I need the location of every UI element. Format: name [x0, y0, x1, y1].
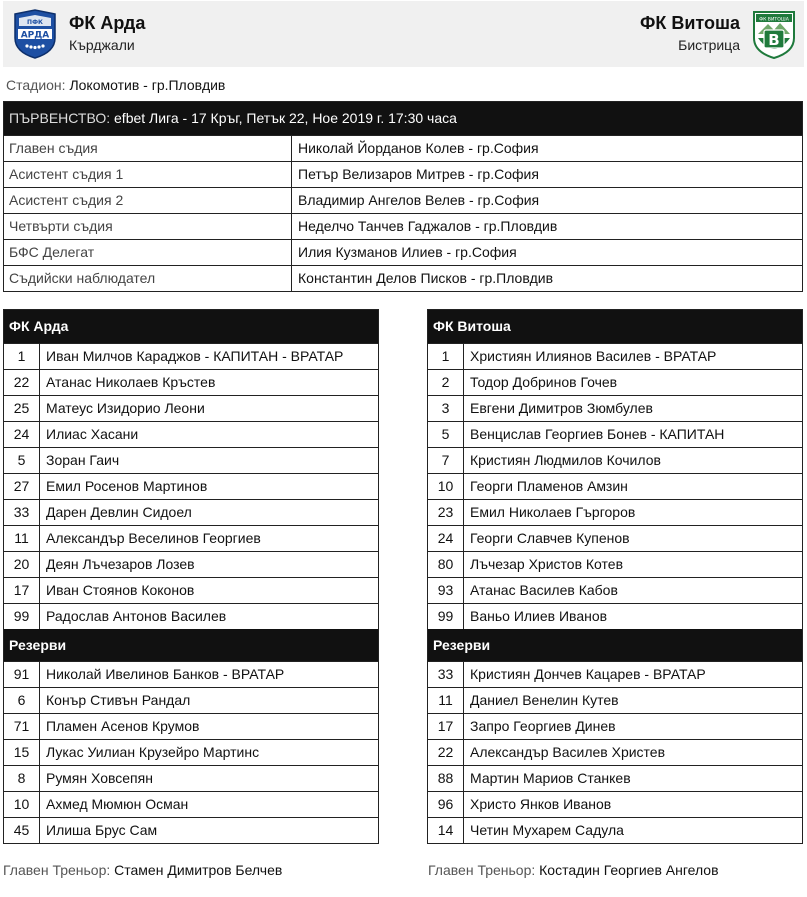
player-name[interactable]: Матеус Изидорио Леони	[46, 400, 205, 416]
player-row	[428, 343, 802, 369]
player-row	[428, 687, 802, 713]
player-row	[428, 421, 802, 447]
crest-top-text: ПФК	[27, 19, 43, 26]
player-number: 3	[428, 396, 464, 421]
home-team-city: Кърджали	[69, 37, 135, 53]
player-number: 11	[4, 526, 40, 551]
player-row	[428, 577, 802, 603]
player-number: 45	[4, 818, 40, 843]
stadium-value: Локомотив - гр.Пловдив	[69, 77, 226, 93]
crest-text: ФК ВИТОША	[759, 17, 789, 23]
player-row	[4, 817, 378, 843]
vitosha-crest-icon[interactable]	[750, 8, 798, 60]
player-name[interactable]: Христо Янков Иванов	[470, 796, 612, 812]
official-role: Асистент съдия 1	[4, 162, 292, 187]
player-name[interactable]: Мартин Мариов Станкев	[470, 770, 631, 786]
player-row	[4, 713, 378, 739]
player-number: 7	[428, 448, 464, 473]
player-row	[4, 661, 378, 687]
official-name: Владимир Ангелов Велев - гр.София	[298, 192, 540, 208]
player-row	[4, 525, 378, 551]
player-number: 10	[4, 792, 40, 817]
match-info-header	[4, 102, 802, 135]
player-row	[428, 739, 802, 765]
player-name[interactable]: Георги Пламенов Амзин	[470, 478, 628, 494]
player-name[interactable]: Кристиян Дончев Кацарев - ВРАТАР	[470, 666, 706, 682]
player-name[interactable]: Дарен Девлин Сидоел	[46, 504, 192, 520]
player-number: 96	[428, 792, 464, 817]
player-row	[4, 395, 378, 421]
player-number: 22	[4, 370, 40, 395]
player-name[interactable]: Лукас Уилиан Крузейро Мартинс	[46, 744, 260, 760]
player-number: 99	[4, 604, 40, 629]
player-name[interactable]: Атанас Василев Кабов	[470, 582, 618, 598]
player-number: 71	[4, 714, 40, 739]
player-name[interactable]: Иван Милчов Караджов - КАПИТАН - ВРАТАР	[46, 348, 344, 364]
player-number: 93	[428, 578, 464, 603]
player-number: 22	[428, 740, 464, 765]
player-name[interactable]: Илиша Брус Сам	[46, 822, 158, 838]
player-row	[428, 473, 802, 499]
coach-name[interactable]: Костадин Георгиев Ангелов	[539, 862, 719, 878]
subs-title: Резерви	[428, 629, 802, 661]
player-number: 80	[428, 552, 464, 577]
player-name[interactable]: Пламен Асенов Крумов	[46, 718, 200, 734]
player-number: 33	[4, 500, 40, 525]
player-row	[4, 551, 378, 577]
player-number: 2	[428, 370, 464, 395]
player-number: 27	[4, 474, 40, 499]
stadium-line	[6, 77, 225, 93]
player-row	[4, 447, 378, 473]
player-number: 17	[428, 714, 464, 739]
player-row	[4, 421, 378, 447]
match-header	[3, 1, 804, 67]
official-row	[4, 161, 802, 187]
player-number: 25	[4, 396, 40, 421]
arda-crest-icon[interactable]	[11, 8, 59, 60]
official-name: Петър Велизаров Митрев - гр.София	[298, 166, 539, 182]
player-number: 5	[428, 422, 464, 447]
player-row	[428, 551, 802, 577]
official-role: Четвърти съдия	[4, 214, 292, 239]
player-number: 14	[428, 818, 464, 843]
player-row	[4, 765, 378, 791]
official-role: Главен съдия	[4, 136, 292, 161]
player-number: 88	[428, 766, 464, 791]
official-role: БФС Делегат	[4, 240, 292, 265]
away-team-name[interactable]: ФК Витоша	[639, 13, 740, 33]
player-number: 1	[4, 344, 40, 369]
official-row	[4, 239, 802, 265]
player-name[interactable]: Зоран Гаич	[46, 452, 120, 468]
player-row	[428, 791, 802, 817]
player-number: 91	[4, 662, 40, 687]
player-number: 5	[4, 448, 40, 473]
official-name: Неделчо Танчев Гаджалов - гр.Пловдив	[298, 218, 558, 234]
player-name[interactable]: Даниел Венелин Кутев	[470, 692, 619, 708]
player-row	[4, 791, 378, 817]
player-row	[428, 713, 802, 739]
crest-letter: В	[768, 31, 780, 49]
away-team-city: Бистрица	[678, 37, 740, 53]
coach-label: Главен Треньор:	[3, 862, 111, 878]
home-coach	[3, 862, 282, 878]
player-row	[428, 499, 802, 525]
official-row	[4, 213, 802, 239]
player-row	[428, 395, 802, 421]
player-row	[4, 577, 378, 603]
player-name[interactable]: Християн Илиянов Василев - ВРАТАР	[470, 348, 717, 364]
player-number: 8	[4, 766, 40, 791]
player-name[interactable]: Ваньо Илиев Иванов	[470, 608, 608, 624]
player-number: 20	[4, 552, 40, 577]
match-info-table	[3, 101, 803, 292]
coach-name[interactable]: Стамен Димитров Белчев	[114, 862, 283, 878]
player-number: 23	[428, 500, 464, 525]
player-name[interactable]: Ахмед Мюмюн Осман	[46, 796, 189, 812]
player-name[interactable]: Конър Стивън Рандал	[46, 692, 191, 708]
player-number: 6	[4, 688, 40, 713]
player-name[interactable]: Тодор Добринов Гочев	[470, 374, 618, 390]
player-name[interactable]: Евгени Димитров Зюмбулев	[470, 400, 653, 416]
coach-label: Главен Треньор:	[428, 862, 536, 878]
official-name: Константин Делов Писков - гр.Пловдив	[298, 270, 554, 286]
championship-value: efbet Лига - 17 Кръг, Петък 22, Ное 2019 г. 17:30 часа	[114, 110, 457, 126]
player-row	[428, 603, 802, 629]
player-row	[4, 739, 378, 765]
official-row	[4, 265, 802, 291]
player-name[interactable]: Георги Славчев Купенов	[470, 530, 630, 546]
player-name[interactable]: Александър Василев Христев	[470, 744, 666, 760]
player-name[interactable]: Емил Росенов Мартинов	[46, 478, 208, 494]
player-row	[428, 817, 802, 843]
player-name[interactable]: Николай Ивелинов Банков - ВРАТАР	[46, 666, 285, 682]
player-row	[428, 765, 802, 791]
player-number: 10	[428, 474, 464, 499]
home-team-name[interactable]: ФК Арда	[69, 13, 146, 33]
player-name[interactable]: Илиас Хасани	[46, 426, 139, 442]
player-number: 15	[4, 740, 40, 765]
official-row	[4, 135, 802, 161]
official-row	[4, 187, 802, 213]
official-role: Асистент съдия 2	[4, 188, 292, 213]
official-name: Илия Кузманов Илиев - гр.София	[298, 244, 517, 260]
player-name[interactable]: Атанас Николаев Кръстев	[46, 374, 216, 390]
player-name[interactable]: Александър Веселинов Георгиев	[46, 530, 261, 546]
player-row	[4, 473, 378, 499]
stadium-label: Стадион:	[6, 77, 66, 93]
player-number: 24	[4, 422, 40, 447]
home-lineup-table	[3, 309, 379, 844]
away-coach	[428, 862, 719, 878]
away-lineup-table	[427, 309, 803, 844]
player-number: 33	[428, 662, 464, 687]
player-number: 1	[428, 344, 464, 369]
crest-text: АРДА	[20, 30, 50, 41]
player-row	[428, 525, 802, 551]
player-number: 99	[428, 604, 464, 629]
player-number: 17	[4, 578, 40, 603]
official-name: Николай Йорданов Колев - гр.София	[298, 140, 539, 156]
player-name[interactable]: Деян Лъчезаров Лозев	[46, 556, 195, 572]
player-name[interactable]: Кристиян Людмилов Кочилов	[470, 452, 661, 468]
player-name[interactable]: Запро Георгиев Динев	[470, 718, 616, 734]
player-name[interactable]: Четин Мухарем Садула	[470, 822, 624, 838]
player-number: 11	[428, 688, 464, 713]
championship-label: ПЪРВЕНСТВО:	[9, 110, 111, 126]
player-row	[4, 603, 378, 629]
subs-title: Резерви	[4, 629, 378, 661]
player-row	[428, 661, 802, 687]
player-row	[4, 499, 378, 525]
player-name[interactable]: Румян Ховсепян	[46, 770, 153, 786]
player-name[interactable]: Емил Николаев Гъргоров	[470, 504, 636, 520]
player-name[interactable]: Лъчезар Христов Котев	[470, 556, 624, 572]
player-row	[428, 447, 802, 473]
lineup-title: ФК Витоша	[428, 310, 802, 343]
player-row	[4, 343, 378, 369]
player-row	[4, 369, 378, 395]
player-number: 24	[428, 526, 464, 551]
lineup-title: ФК Арда	[4, 310, 378, 343]
player-row	[4, 687, 378, 713]
player-name[interactable]: Иван Стоянов Коконов	[46, 582, 195, 598]
player-row	[428, 369, 802, 395]
official-role: Съдийски наблюдател	[4, 266, 292, 291]
player-name[interactable]: Венцислав Георгиев Бонев - КАПИТАН	[470, 426, 725, 442]
player-name[interactable]: Радослав Антонов Василев	[46, 608, 227, 624]
